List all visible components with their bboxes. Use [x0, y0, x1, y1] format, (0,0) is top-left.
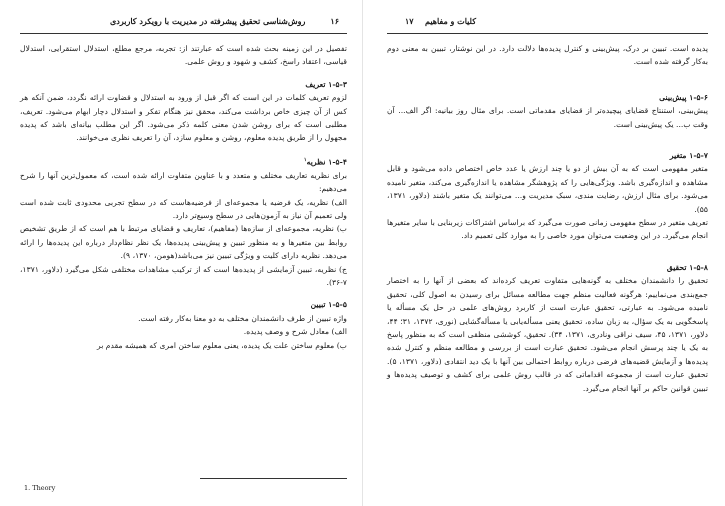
footnote-rule: [200, 478, 347, 479]
left-page: [20, 0, 347, 506]
section-theory: [20, 154, 347, 290]
intro-paragraph: تفصیل در این زمینه بحث شده است که عبارتند از: تجربه، مرجع مطلع، استدلال استقرایی، استدلال قیاسی، اعتقاد راسخ، کشف و شهود و روش علمی.: [20, 44, 347, 67]
section-heading: ۱-۵-۳ تعریف: [305, 79, 347, 89]
intro-paragraph: پدیده است. تبیین بر درک، پیش‌بینی و کنترل پدیده‌ها دلالت دارد. در این نوشتار، تبیین به معنی دوم به‌کار گرفته شده است.: [387, 44, 708, 67]
running-title: روش‌شناسی تحقیق پیشرفته در مدیریت با رویکرد کاربردی: [110, 16, 306, 26]
section-research: [387, 261, 708, 395]
section-body: تحقیق را دانشمندان مختلف به گونه‌هایی متفاوت تعریف کرده‌اند که بعضی از آنها را به اختصار جمع‌بندی می‌نماییم: هرگونه فعالیت منظم جهت مطالعه مسائل برای رسیدن به اصول کلی، تحقیق نامیده می‌شود. به عبارتی، تحقیق عبارت است از کاربرد روش‌های علمی در حل یک مسأله یا پاسخگویی به یک سؤال، به زبان ساده، تحقیق یعنی مسأله‌یابی یا مسأله‌گشایی (نوری، ۱۳۷۲، ۳۱؛ ۴۴، دلاور، ۱۳۷۱، ۴۵، سیف نراقی ونادری، ۱۳۷۱، ۳۴). تحقیق، کوششی منظقی است که به منظور پاسخ به یک یا چند پرسش انجام می‌شود. تحقیق عبارت است از بررسی و مطالعه منظم و کنترل شده پدیده‌ها و آزمایش قضیه‌های فرضی درباره روابط احتمالی بین آنها با یک دید انتقادی (دلاور، ۱۳۷۱، ۵). تحقیق عبارت است از مجموعه اقداماتی که در قالب روش علمی برای کشف و توصیف پدیده‌ها و تبیین قوانین حاکم بر آنها انجام می‌گیرد.: [387, 276, 708, 393]
section-variable: [387, 149, 708, 243]
section-body: متغیر مفهومی است که به آن بیش از دو یا چند ارزش یا عدد خاص اختصاص داده می‌شود و قابل مشاهده و اندازه‌گیری باشد. ویژگی‌هایی را که پژوهشگر مشاهده یا اندازه‌گیری می‌کند، متغیر نامیده می‌شود. برای مثال ارزش، رضایت مندی، سبک مدیریت و... می‌توانند یک متغیر باشند (دلاور، ۱۳۷۱، ۵۵).: [387, 164, 708, 214]
list-item: ب) معلوم ساختن علت یک پدیده، یعنی معلوم ساختن امری که همیشه مقدم بر: [96, 340, 347, 350]
header-rule: [20, 33, 347, 34]
header-rule: [387, 33, 708, 34]
list-item: ج) نظریه، تبیین آزمایشی از پدیده‌ها است که از ترکیب مشاهدات مختلفی شکل می‌گیرد (دلاور، ۱۳۷۱، ۷-۳۶).: [20, 264, 347, 288]
section-body: برای نظریه تعاریف مختلف و متعدد و با عناوین متفاوت ارائه شده است، که معمول‌ترین آنها را شرح می‌دهیم:: [20, 170, 347, 194]
gutter: [362, 0, 363, 506]
footnote: 1. Theory: [24, 484, 56, 492]
left-page-header: [20, 14, 347, 28]
left-page-body: [20, 42, 347, 352]
section-body: تعریف متغیر در سطح مفهومی زمانی صورت می‌گیرد که براساس اشتراکات زیربنایی با سایر متغیرها انجام می‌گیرد. در این وضعیت می‌توان مورد خاصی را به موارد کلی تعمیم داد.: [387, 218, 708, 241]
section-heading-text: ۱-۵-۴ نظریه: [306, 157, 347, 167]
section-heading: ۱-۵-۶ پیش‌بینی: [659, 92, 708, 102]
section-heading: [20, 154, 347, 169]
section-heading: ۱-۵-۵ تبیین: [310, 300, 347, 310]
right-page: [387, 0, 708, 506]
list-item: الف) نظریه، یک فرضیه یا مجموعه‌ای از فرضیه‌هاست که در سطح تجربی محدودی ثابت شده است ولی تعمیم آن نیاز به آزمون‌هایی در سطح وسیع‌تر دارد.: [20, 197, 347, 221]
page-number: ۱۶: [330, 16, 339, 26]
section-body: پیش‌بینی، استنتاج قضایای پیچیده‌تر از قضایای مقدماتی است. برای مثال روز بیانیه: اگر الف... آن وقت ب... یک پیش‌بینی است.: [387, 106, 708, 129]
right-page-header: [387, 14, 708, 28]
section-definition: [20, 78, 347, 145]
running-title: کلیات و مفاهیم: [425, 16, 476, 26]
list-item: الف) معادل شرح و وصف پدیده.: [243, 327, 347, 337]
section-body: واژه تبیین از طرف دانشمندان مختلف به دو معنا به‌کار رفته است.: [138, 313, 347, 323]
page-number: ۱۷: [405, 16, 414, 26]
list-item: ب) نظریه، مجموعه‌ای از سازه‌ها (مفاهیم)، تعاریف و قضایای مرتبط با هم است که از طریق تشخیص روابط بین متغیرها و به منظور تبیین و پیش‌بینی پدیده‌ها، یک نظر نظام‌دار درباره این پدیده‌ها را ارائه می‌دهد. نظریه دارای کلیت و ویژگی تبیین نیز می‌باشد(هومن، ۱۳۷۰، ۹).: [20, 224, 347, 261]
section-heading: ۱-۵-۷ متغیر: [669, 151, 708, 161]
right-page-body: [387, 42, 708, 395]
section-body: لزوم تعریف کلمات در این است که اگر قبل از ورود به استدلال و قضاوت ارائه نگردد، ضمن آنکه هر کس از آن چیزی خاص برداشت می‌کند، محقق نیز هنگام تفکر و استدلال دچار ابهام می‌شود. تعریف، مطلبی است که برای روشن شدن معنی کلمه ذکر می‌شود. اگر این مطلب بیانه‌ای باشد که پدیده مجهول را از طریق پدیده معلوم، روشن و معلوم سازد، آن را تعریف نظری می‌خوانند.: [20, 93, 347, 143]
section-explanation: [20, 298, 347, 352]
section-heading: ۱-۵-۸ تحقیق: [666, 262, 708, 272]
footnote-marker: ۱: [303, 156, 307, 163]
section-prediction: [387, 91, 708, 131]
